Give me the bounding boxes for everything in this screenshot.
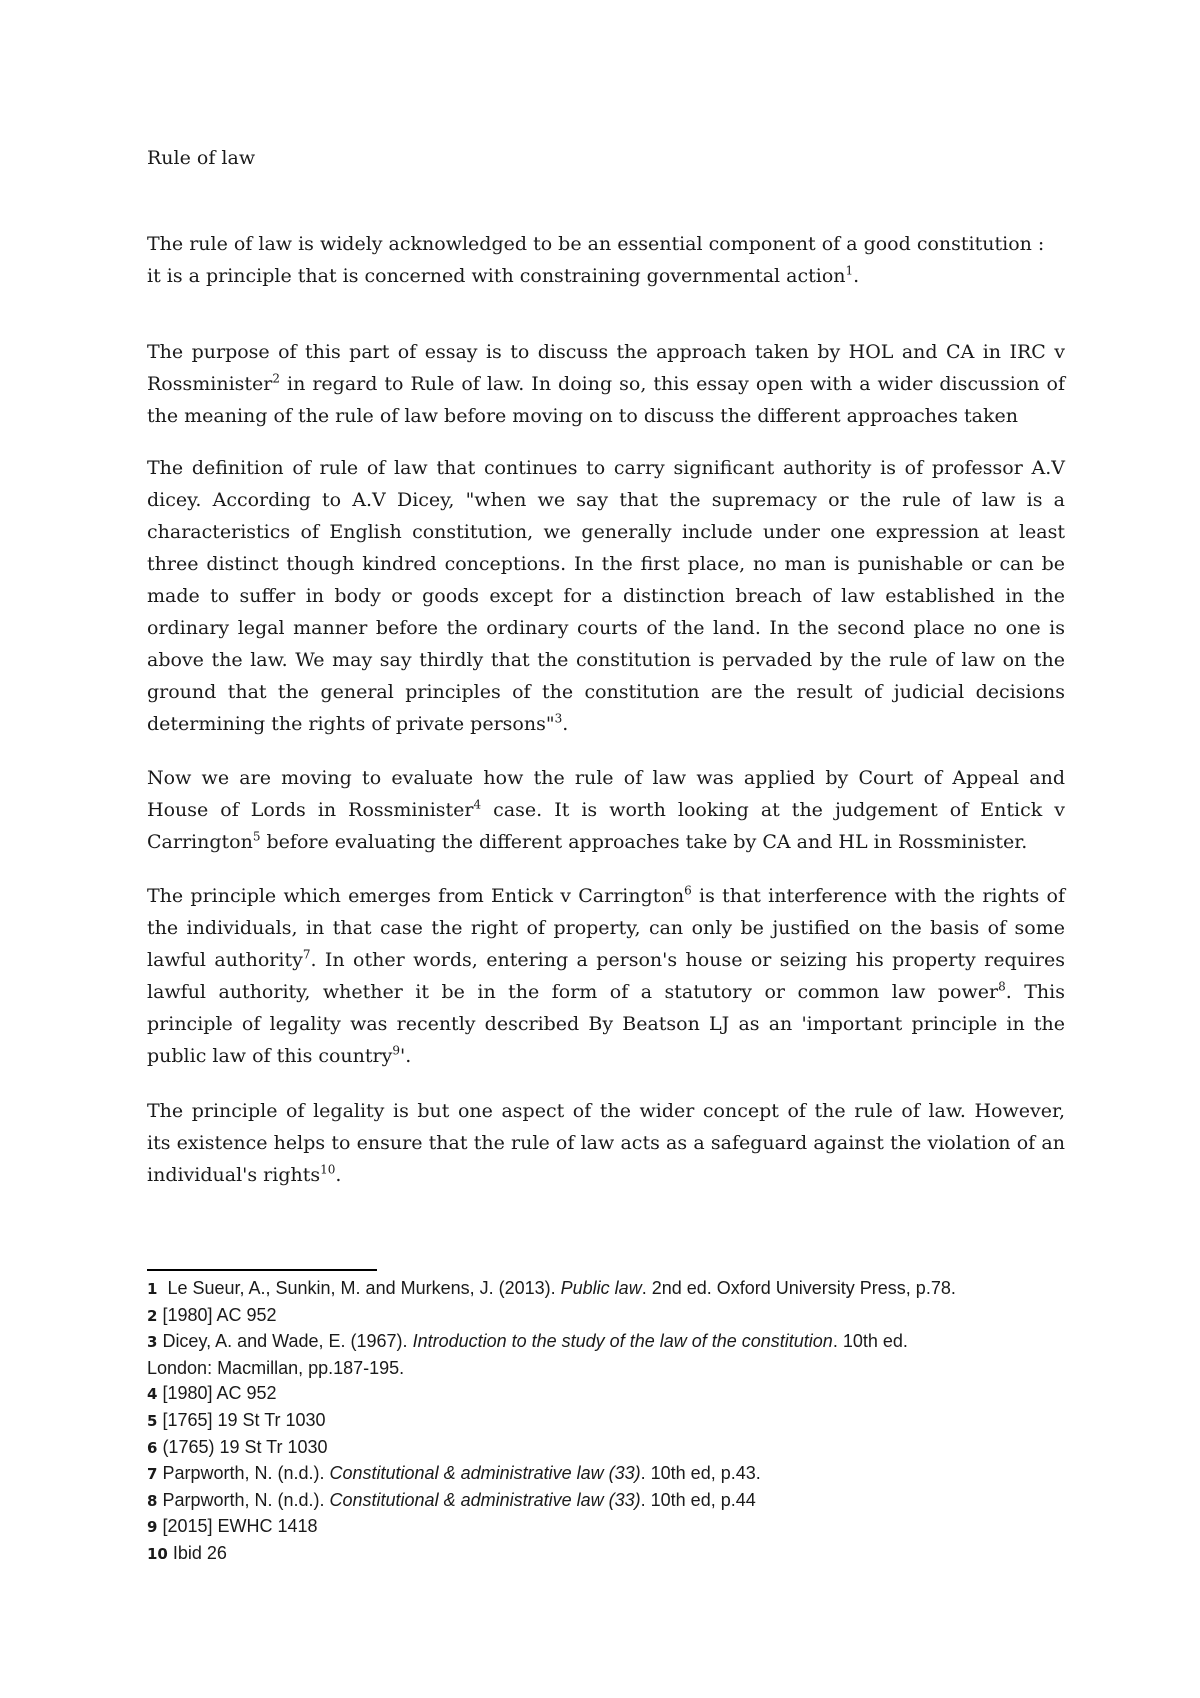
- footnote-title: Public law: [560, 1278, 642, 1298]
- text-segment: Rossminister: [147, 373, 273, 395]
- text-line: its existence helps to ensure that the rule of law acts as a safeguard against the violation of an: [147, 1132, 1065, 1154]
- footnote-number: 4: [147, 1385, 158, 1404]
- footnote-ref: 10: [320, 1162, 336, 1177]
- text-segment: .: [335, 1164, 342, 1186]
- text-segment: determining the rights of private persons": [147, 713, 555, 735]
- text-line: [147, 976, 1065, 1008]
- footnote-ref: 7: [302, 947, 311, 962]
- text-line: three distinct though kindred conceptions. In the first place, no man is punishable or can be: [147, 553, 1065, 575]
- text-line: The principle of legality is but one aspect of the wider concept of the rule of law. However,: [147, 1100, 1065, 1122]
- paragraph-definition: [147, 452, 1065, 740]
- footnote-ref: 9: [392, 1043, 400, 1058]
- text-segment: Carrington: [147, 831, 253, 853]
- paragraph-intro: [147, 228, 1065, 292]
- text-segment: '.: [400, 1045, 412, 1067]
- text-line: The definition of rule of law that continues to carry significant authority is of professor A.V: [147, 457, 1065, 479]
- footnote-number: 1: [147, 1280, 158, 1298]
- footnote-text: . 10th ed, p.44: [640, 1489, 756, 1510]
- footnote-text: Le Sueur, A., Sunkin, M. and Murkens, J. (2013).: [157, 1278, 561, 1298]
- document-title: Rule of law: [147, 147, 256, 169]
- text-segment: it is a principle that is concerned with constraining governmental action: [147, 265, 846, 287]
- text-segment: case. It is worth looking at the judgement of Entick v: [481, 799, 1065, 821]
- paragraph-purpose: [147, 336, 1065, 432]
- footnote-text: . 10th ed, p.43.: [640, 1463, 761, 1484]
- footnote: [147, 1461, 1127, 1488]
- footnote-number: 5: [147, 1411, 158, 1430]
- text-line: The purpose of this part of essay is to discuss the approach taken by HOL and CA in IRC v: [147, 341, 1065, 363]
- footnote-separator: [147, 1269, 377, 1271]
- text-line: [147, 794, 1065, 826]
- text-line: [147, 260, 1065, 292]
- footnote-text: Parpworth, N. (n.d.).: [157, 1463, 330, 1484]
- footnote-number: 8: [147, 1491, 158, 1510]
- text-line: Now we are moving to evaluate how the rule of law was applied by Court of Appeal and: [147, 767, 1065, 789]
- footnote-text: (1765) 19 St Tr 1030: [157, 1436, 328, 1457]
- text-line: made to suffer in body or goods except for a distinction breach of law established in the: [147, 585, 1065, 607]
- text-segment: in regard to Rule of law. In doing so, this essay open with a wider discussion of: [280, 373, 1065, 395]
- text-segment: is that interference with the rights of: [691, 885, 1065, 907]
- text-line: [147, 1040, 1065, 1072]
- text-segment: House of Lords in Rossminister: [147, 799, 474, 821]
- text-segment: . This: [1005, 981, 1065, 1003]
- paragraph-conclusion: [147, 1095, 1065, 1191]
- footnote-title: Constitutional & administrative law (33): [329, 1463, 641, 1484]
- text-line: [147, 708, 1065, 740]
- footnote-text: . 10th ed.: [832, 1331, 908, 1352]
- text-line: the individuals, in that case the right of property, can only be justified on the basis of some: [147, 917, 1065, 939]
- text-segment: before evaluating the different approaches take by CA and HL in Rossminister.: [260, 831, 1028, 853]
- footnote: [147, 1408, 1127, 1435]
- text-line: [147, 826, 1065, 858]
- text-segment: public law of this country: [147, 1045, 393, 1067]
- footnote-text: Ibid 26: [167, 1542, 227, 1563]
- text-line: [147, 944, 1065, 976]
- footnote-ref: 6: [684, 883, 692, 898]
- footnote: [147, 1329, 1127, 1356]
- text-line: above the law. We may say thirdly that the constitution is pervaded by the rule of law on the: [147, 649, 1065, 671]
- text-line: [147, 368, 1065, 400]
- footnote-ref: 8: [998, 979, 1006, 994]
- footnote-text: [1980] AC 952: [157, 1383, 277, 1404]
- footnote-number: 6: [147, 1438, 158, 1457]
- paragraph-legality: [147, 880, 1065, 1072]
- footnote-text: Dicey, A. and Wade, E. (1967).: [157, 1331, 413, 1352]
- footnote: [147, 1381, 1127, 1408]
- footnote-number: 3: [147, 1333, 158, 1352]
- text-line: ordinary legal manner before the ordinary courts of the land. In the second place no one is: [147, 617, 1065, 639]
- footnote: [147, 1541, 1127, 1568]
- footnote-text: Parpworth, N. (n.d.).: [157, 1489, 330, 1510]
- text-line: ground that the general principles of the constitution are the result of judicial decisions: [147, 681, 1065, 703]
- text-line: [147, 1159, 1065, 1191]
- text-line: The rule of law is widely acknowledged to be an essential component of a good constitution :: [147, 233, 1045, 255]
- text-segment: The principle which emerges from Entick v Carrington: [147, 885, 685, 907]
- footnote-number: 2: [147, 1306, 158, 1325]
- text-segment: individual's rights: [147, 1164, 321, 1186]
- text-segment: .: [853, 265, 860, 287]
- text-segment: .: [562, 713, 569, 735]
- footnote-number: 7: [147, 1465, 158, 1484]
- footnote: [147, 1514, 1127, 1541]
- footnotes: [147, 1276, 1127, 1568]
- text-segment: . In other words, entering a person's house or seizing his property requires: [310, 949, 1065, 971]
- footnote: [147, 1435, 1127, 1462]
- footnote-ref: 4: [473, 797, 482, 812]
- footnote-text: [1980] AC 952: [157, 1304, 277, 1325]
- footnote: [147, 1488, 1127, 1515]
- footnote-text: . 2nd ed. Oxford University Press, p.78.: [641, 1278, 956, 1298]
- footnote: [147, 1303, 1127, 1330]
- footnote-ref: 1: [845, 263, 854, 278]
- text-line: [147, 880, 1065, 912]
- footnote-title: Constitutional & administrative law (33): [329, 1489, 641, 1510]
- text-line: principle of legality was recently described By Beatson LJ as an 'important principle in the: [147, 1013, 1065, 1035]
- paragraph-evaluation: [147, 762, 1065, 858]
- text-segment: lawful authority, whether it be in the form of a statutory or common law power: [147, 981, 999, 1003]
- footnote-ref: 3: [554, 711, 563, 726]
- footnote-title: Introduction to the study of the law of the constitution: [412, 1331, 833, 1352]
- footnote-text: [1765] 19 St Tr 1030: [157, 1409, 326, 1430]
- text-line: the meaning of the rule of law before moving on to discuss the different approaches taken: [147, 405, 1018, 427]
- footnote-ref: 5: [252, 829, 261, 844]
- footnote-number: 9: [147, 1518, 158, 1537]
- text-line: dicey. According to A.V Dicey, "when we say that the supremacy or the rule of law is a: [147, 489, 1065, 511]
- text-segment: lawful authority: [147, 949, 303, 971]
- footnote-ref: 2: [272, 371, 281, 386]
- footnote: [147, 1276, 1127, 1303]
- footnote-number: 10: [147, 1544, 168, 1563]
- text-line: characteristics of English constitution, we generally include under one expression at least: [147, 521, 1065, 543]
- footnote-continuation: London: Macmillan, pp.187-195.: [147, 1357, 405, 1378]
- footnote-text: [2015] EWHC 1418: [157, 1516, 318, 1537]
